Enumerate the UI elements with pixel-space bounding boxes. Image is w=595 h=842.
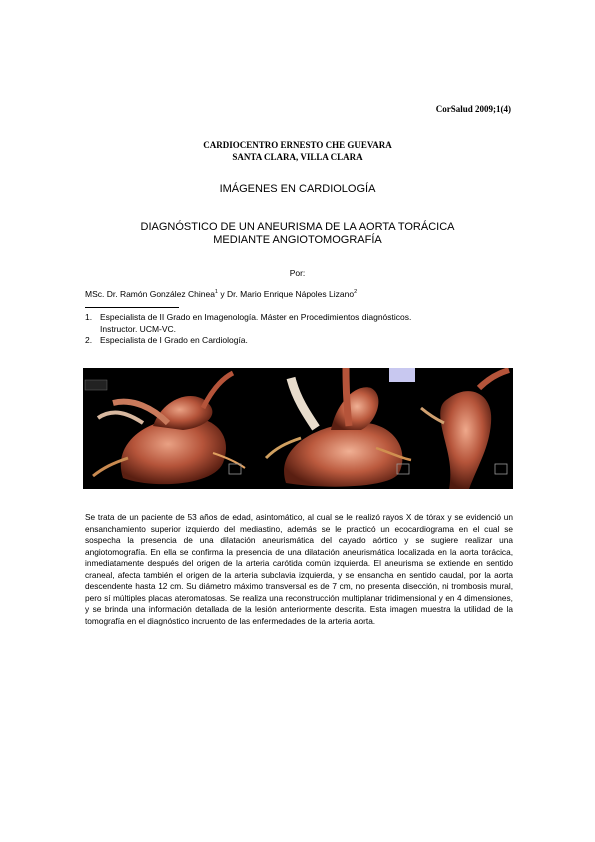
footnote-2 [85, 335, 411, 347]
institution-name: CARDIOCENTRO ERNESTO CHE GUEVARA [203, 140, 392, 150]
footnote-1-number: 1. [85, 312, 93, 322]
footnote-2-text: Especialista de I Grado en Cardiología. [100, 335, 248, 345]
reconstruction-panel-center [251, 368, 415, 489]
byline: Por: [289, 268, 306, 278]
author-2: y Dr. Mario Enrique Nápoles Lizano [217, 289, 355, 299]
case-description: Se trata de un paciente de 53 años de edad, asintomático, al cual se le realizó rayos X de tórax y se evidenció un ensanchamiento superior izquierdo del mediastino, además se le practicó un ecocardiograma en el cual se sospecha la presencia de una dilatación aneurismática del cayado aórtico y se sugiere realizar una angiotomografía. En ella se confirma la presencia de una dilatación aneurismática localizada en la aorta torácica, inmediatamente después del origen de la arteria carótida común izquierda. El aneurisma se extiende en sentido craneal, afecta también el origen de la arteria subclavia izquierda, y se ensancha en sentido caudal, por la aorta descendente hasta 12 cm. Su diámetro máximo transversal es de 7 cm, no presenta disección, ni trombosis mural, pero sí múltiples placas ateromatosas. Se realiza una reconstrucción multiplanar tridimensional y en 4 dimensiones, y se brinda una información detallada de la lesión anteriormente descrita. Esta imagen muestra la utilidad de la tomografía en el diagnóstico incruento de las enfermedades de la arteria aorta. [85, 512, 513, 626]
footnote-1-continuation: Instructor. UCM-VC. [100, 323, 177, 334]
author-2-mark: 2 [354, 289, 358, 296]
footnote-1 [85, 312, 411, 324]
footnote-divider [85, 307, 179, 308]
institution-location: SANTA CLARA, VILLA CLARA [232, 152, 363, 162]
footnote-2-number: 2. [85, 335, 93, 345]
section-heading: IMÁGENES EN CARDIOLOGÍA [219, 183, 376, 195]
article-title [0, 221, 595, 247]
author-1: MSc. Dr. Ramón González Chinea [85, 289, 215, 299]
authors-line [85, 289, 357, 299]
reconstruction-panel-right [419, 368, 513, 489]
author-1-mark: 1 [214, 289, 218, 296]
footnotes [85, 312, 411, 347]
footnote-1-text: Especialista de II Grado en Imagenología. Máster en Procedimientos diagnósticos. [100, 312, 412, 322]
angiotomography-figure [83, 368, 513, 489]
title-line-1: DIAGNÓSTICO DE UN ANEURISMA DE LA AORTA TORÁCICA [140, 221, 455, 233]
reconstruction-panel-left [83, 368, 247, 489]
journal-reference: CorSalud 2009;1(4) [435, 104, 511, 114]
title-line-2: MEDIANTE ANGIOTOMOGRAFÍA [213, 234, 382, 246]
